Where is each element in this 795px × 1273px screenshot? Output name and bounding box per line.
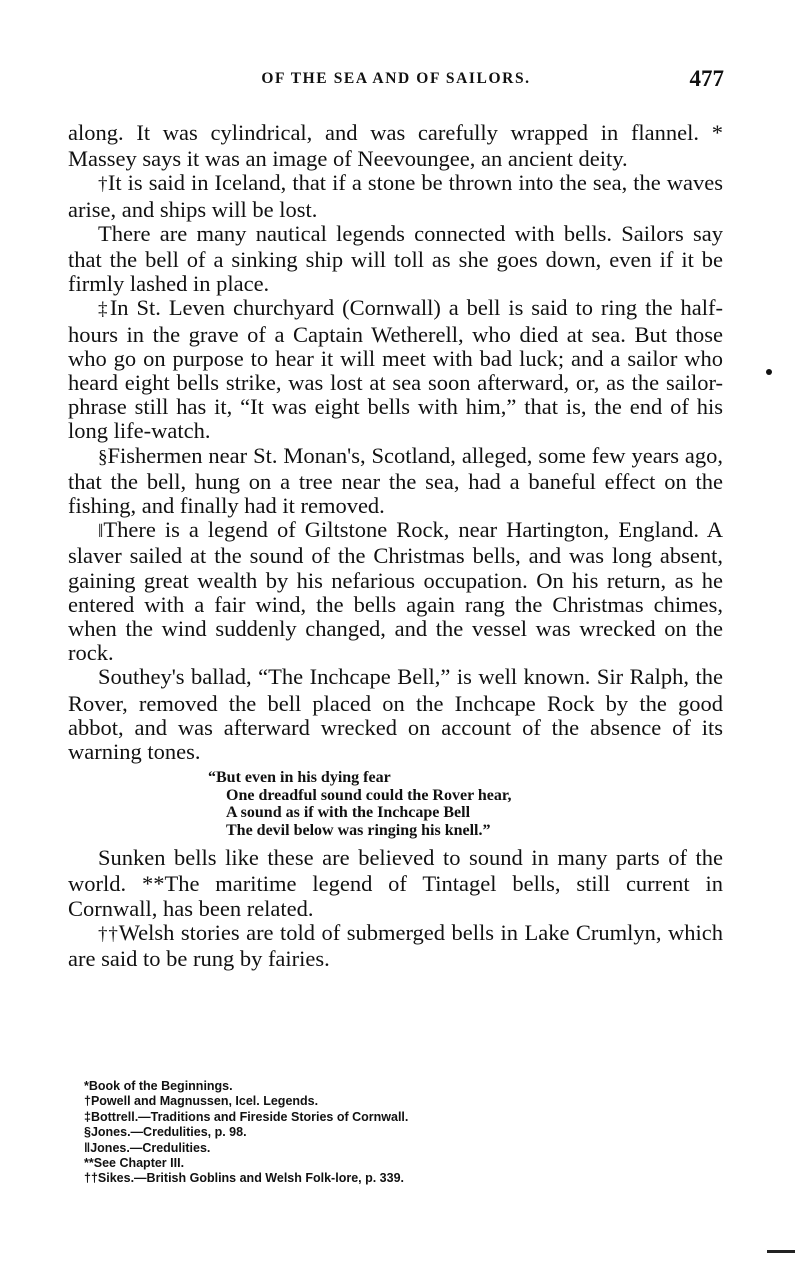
scan-edge-mark: [767, 1250, 795, 1253]
footnote-mark: ‡: [98, 299, 110, 321]
poem-line: “But even in his dying fear: [208, 769, 391, 787]
paragraph-9: [68, 921, 723, 971]
paragraph-2: [68, 171, 723, 221]
poem-line: A sound as if with the Inchcape Bell: [226, 804, 471, 822]
footnote: ††Sikes.—British Goblins and Welsh Folk-lore, p. 339.: [84, 1171, 404, 1186]
paragraph-text: There is a legend of Giltstone Rock, near Hartington, England. A slaver sailed at the sound of the Christmas bells, and was long absent, gaining great wealth by his nefarious occupation. On his return, as he entered with a fair wind, the bells again rang the Christmas chimes, when the wind suddenly changed, and the vessel was wrecked on the rock.: [68, 517, 723, 666]
footnote-mark: ††: [98, 923, 119, 945]
paragraph-3: [68, 222, 723, 297]
paragraph-text: In St. Leven churchyard (Cornwall) a bell is said to ring the half-hours in the grave of a Captain Wetherell, who died at sea. But those who go on purpose to hear it will meet with bad luck; and a sailor who heard eight bells strike, was lost at sea soon afterward, or, as the sailor-phrase still has it, “It was eight bells with him,” that is, the end of his long life-watch.: [68, 295, 723, 444]
footnote: §Jones.—Credulities, p. 98.: [84, 1125, 247, 1140]
paragraph-1: [68, 121, 723, 171]
scan-speck: [766, 369, 772, 375]
running-title: OF THE SEA AND OF SAILORS.: [261, 70, 531, 87]
paragraph-text: Welsh stories are told of submerged bells in Lake Crumlyn, which are said to be rung by fairies.: [68, 919, 723, 972]
paragraph-7: [68, 665, 723, 764]
footnote: ‖Jones.—Credulities.: [84, 1140, 211, 1155]
paragraph-text: Sunken bells like these are believed to sound in many parts of the world. **The maritime legend of Tintagel bells, still current in Cornwall, has been related.: [68, 845, 723, 921]
running-head: [68, 66, 724, 96]
paragraph-text: There are many nautical legends connected with bells. Sailors say that the bell of a sinking ship will toll as she goes down, even if it be firmly lashed in place.: [68, 220, 723, 297]
footnote-mark: †: [98, 174, 108, 196]
footnote: **See Chapter III.: [84, 1156, 185, 1171]
paragraph-text: Fishermen near St. Monan's, Scotland, alleged, some few years ago, that the bell, hung on a tree near the sea, had a baneful effect on the fishing, and finally had it removed.: [68, 442, 723, 519]
paragraph-text: Southey's ballad, “The Inchcape Bell,” is well known. Sir Ralph, the Rover, removed the bell placed on the Inchcape Rock by the good abbot, and was afterward wrecked on account of the absence of its warning tones.: [68, 664, 723, 765]
paragraph-text: along. It was cylindrical, and was carefully wrapped in flannel. * Massey says it was an image of Neevoungee, an ancient deity.: [68, 120, 723, 172]
poem-line: The devil below was ringing his knell.”: [226, 821, 491, 839]
paragraph-text: It is said in Iceland, that if a stone be thrown into the sea, the waves arise, and ships will be lost.: [68, 170, 724, 222]
paragraph-4: [68, 296, 723, 443]
main-text: [68, 121, 723, 971]
poem-quote: [208, 769, 723, 839]
footnote: *Book of the Beginnings.: [84, 1079, 233, 1093]
footnote: †Powell and Magnussen, Icel. Legends.: [84, 1094, 319, 1109]
footnotes: [84, 1079, 644, 1187]
footnote-mark: §: [98, 446, 108, 468]
poem-line: One dreadful sound could the Rover hear,: [226, 786, 512, 804]
paragraph-8: [68, 846, 723, 921]
footnote-mark: ‖: [98, 521, 104, 543]
paragraph-5: [68, 444, 723, 519]
paragraph-6: [68, 518, 723, 665]
page-number: 477: [689, 66, 724, 91]
footnote: ‡Bottrell.—Traditions and Fireside Stories of Cornwall.: [84, 1109, 409, 1124]
